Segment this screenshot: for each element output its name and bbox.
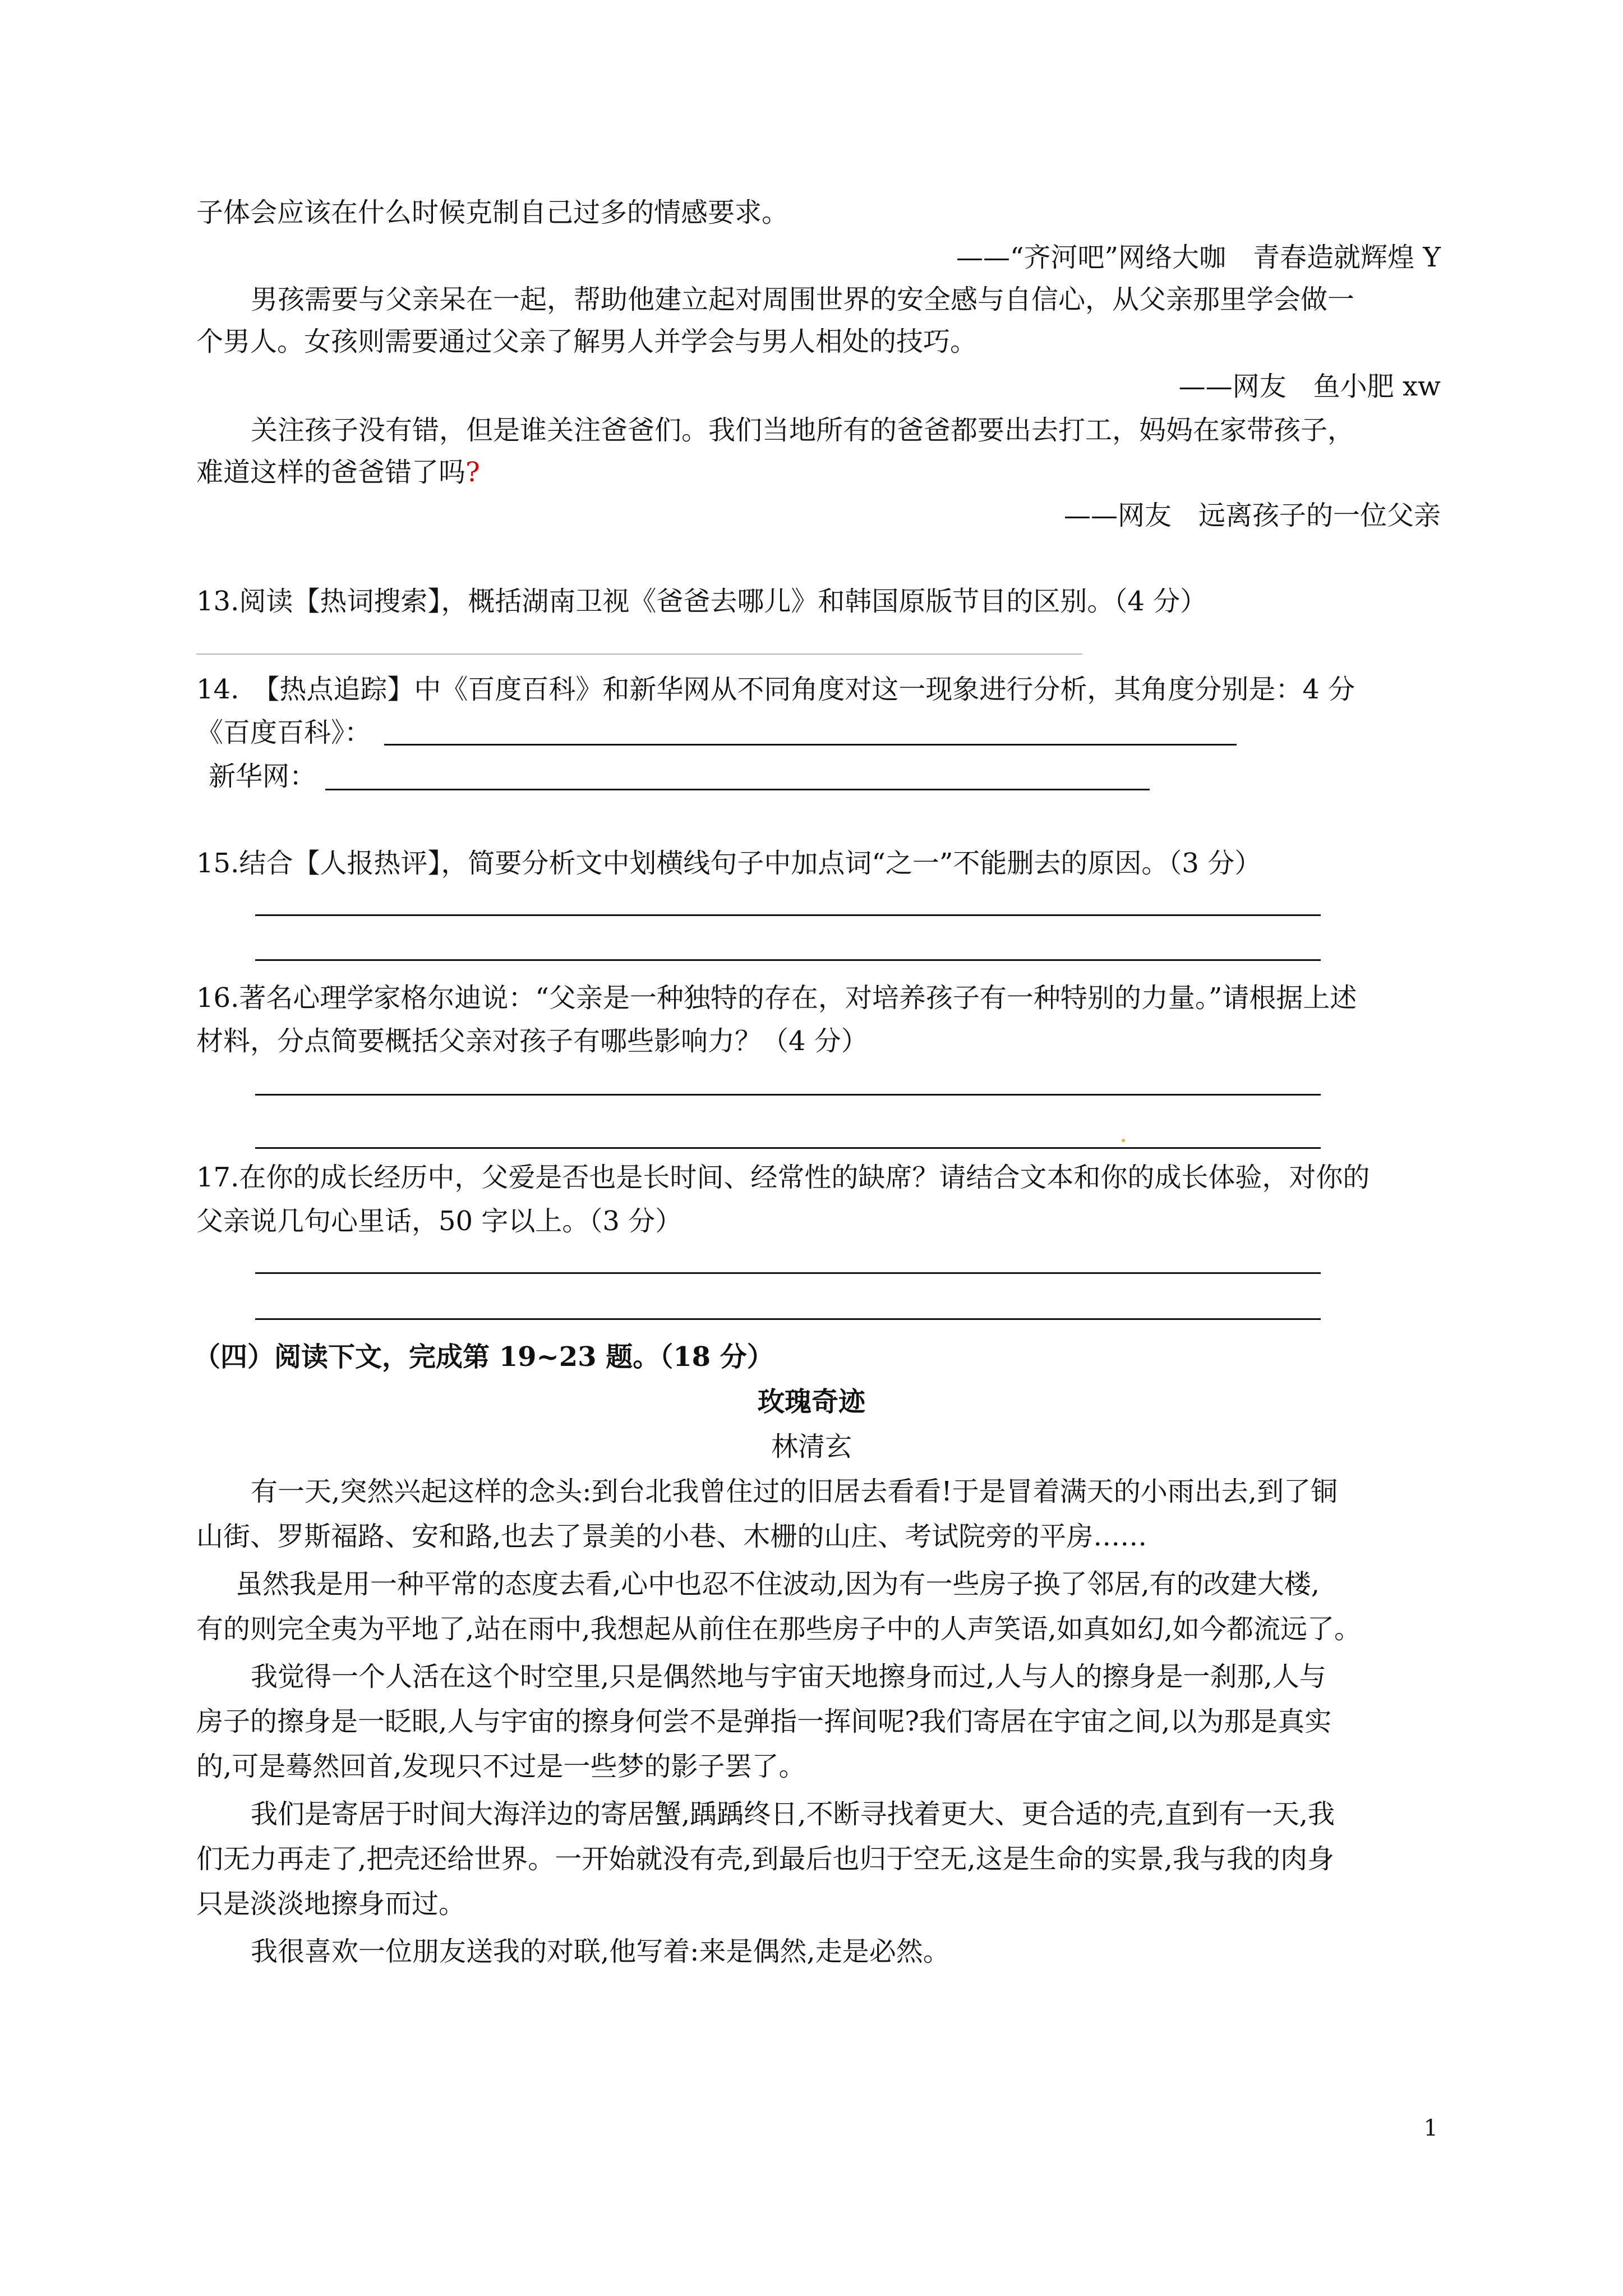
passage-line: 个男人。女孩则需要通过父亲了解男人并学会与男人相处的技巧。 bbox=[196, 326, 978, 357]
question-mark: ? bbox=[465, 457, 480, 488]
page-number: 1 bbox=[1423, 2115, 1438, 2141]
passage-line: 关注孩子没有错，但是谁关注爸爸们。我们当地所有的爸爸都要出去打工，妈妈在家带孩子， bbox=[251, 415, 1355, 446]
paragraph-line: 房子的擦身是一眨眼,人与宇宙的擦身何尝不是弹指一挥间呢?我们寄居在宇宙之间,以为那是真实 bbox=[196, 1706, 1332, 1737]
paragraph-line: 们无力再走了,把壳还给世界。一开始就没有壳,到最后也归于空无,这是生命的实景,我与我的肉身 bbox=[196, 1843, 1335, 1875]
article-title: 玫瑰奇迹 bbox=[757, 1386, 865, 1418]
answer-line-baidu[interactable] bbox=[384, 744, 1237, 746]
paragraph-line: 虽然我是用一种平常的态度去看,心中也忍不住波动,因为有一些房子换了邻居,有的改建大楼, bbox=[236, 1568, 1320, 1600]
question-13: 13.阅读【热词搜索】，概括湖南卫视《爸爸去哪儿》和韩国原版节目的区别。（4 分） bbox=[196, 586, 1207, 617]
paragraph-line: 山街、罗斯福路、安和路,也去了景美的小巷、木栅的山庄、考试院旁的平房…… bbox=[196, 1521, 1147, 1552]
answer-label-baidu: 《百度百科》： bbox=[196, 717, 372, 748]
passage-line: 男孩需要与父亲呆在一起，帮助他建立起对周围世界的安全感与自信心，从父亲那里学会做一 bbox=[251, 284, 1355, 315]
paragraph-line: 的,可是蓦然回首,发现只不过是一些梦的影子罢了。 bbox=[196, 1751, 806, 1782]
question-14: 14. 【热点追踪】中《百度百科》和新华网从不同角度对这一现象进行分析，其角度分别是：4 分 bbox=[196, 674, 1355, 705]
answer-line-xinhua[interactable] bbox=[325, 789, 1150, 790]
question-15: 15.结合【人报热评】，简要分析文中划横线句子中加点词“之一”不能删去的原因。（3 分） bbox=[196, 848, 1262, 879]
paragraph-line: 有一天,突然兴起这样的念头:到台北我曾住过的旧居去看看!于是冒着满天的小雨出去,到了铜 bbox=[251, 1476, 1338, 1507]
answer-line-16a[interactable] bbox=[255, 1094, 1321, 1096]
answer-line-13[interactable] bbox=[196, 654, 1082, 655]
article-author: 林清玄 bbox=[771, 1431, 852, 1462]
stray-mark bbox=[1122, 1139, 1125, 1142]
answer-line-17a[interactable] bbox=[255, 1272, 1321, 1274]
paragraph-line: 只是淡淡地擦身而过。 bbox=[196, 1888, 466, 1920]
passage-line: 子体会应该在什么时候克制自己过多的情感要求。 bbox=[196, 197, 789, 228]
paragraph-line: 我觉得一个人活在这个时空里,只是偶然地与宇宙天地擦身而过,人与人的擦身是一刹那,人与 bbox=[251, 1661, 1326, 1692]
answer-line-15a[interactable] bbox=[255, 914, 1321, 916]
paragraph-line: 有的则完全夷为平地了,站在雨中,我想起从前住在那些房子中的人声笑语,如真如幻,如今都流远了。 bbox=[196, 1613, 1362, 1645]
question-17: 17.在你的成长经历中，父爱是否也是长时间、经常性的缺席？请结合文本和你的成长体验，对你的 bbox=[196, 1162, 1370, 1193]
paragraph-line: 我们是寄居于时间大海洋边的寄居蟹,踽踽终日,不断寻找着更大、更合适的壳,直到有一天,我 bbox=[251, 1798, 1335, 1830]
question-16-cont: 材料，分点简要概括父亲对孩子有哪些影响力？（4 分） bbox=[196, 1025, 868, 1057]
answer-label-xinhua: 新华网： bbox=[209, 761, 317, 792]
question-16: 16.著名心理学家格尔迪说：“父亲是一种独特的存在，对培养孩子有一种特别的力量。”请根据上述 bbox=[196, 982, 1357, 1014]
question-17-cont: 父亲说几句心里话，50 字以上。（3 分） bbox=[196, 1205, 683, 1237]
paragraph-line: 我很喜欢一位朋友送我的对联,他写着:来是偶然,走是必然。 bbox=[251, 1936, 950, 1967]
passage-text: 难道这样的爸爸错了吗 bbox=[196, 457, 466, 488]
passage-line bbox=[196, 453, 480, 491]
answer-line-17b[interactable] bbox=[255, 1318, 1321, 1320]
section-heading: （四）阅读下文，完成第 19~23 题。（18 分） bbox=[193, 1341, 774, 1373]
attribution-2: ——网友 鱼小肥 xw bbox=[1178, 371, 1441, 402]
attribution-3: ——网友 远离孩子的一位父亲 bbox=[1063, 500, 1441, 531]
answer-line-16b[interactable] bbox=[255, 1147, 1321, 1149]
attribution-1: ——“齐河吧”网络大咖 青春造就辉煌 Y bbox=[956, 242, 1441, 273]
answer-line-15b[interactable] bbox=[255, 959, 1321, 961]
